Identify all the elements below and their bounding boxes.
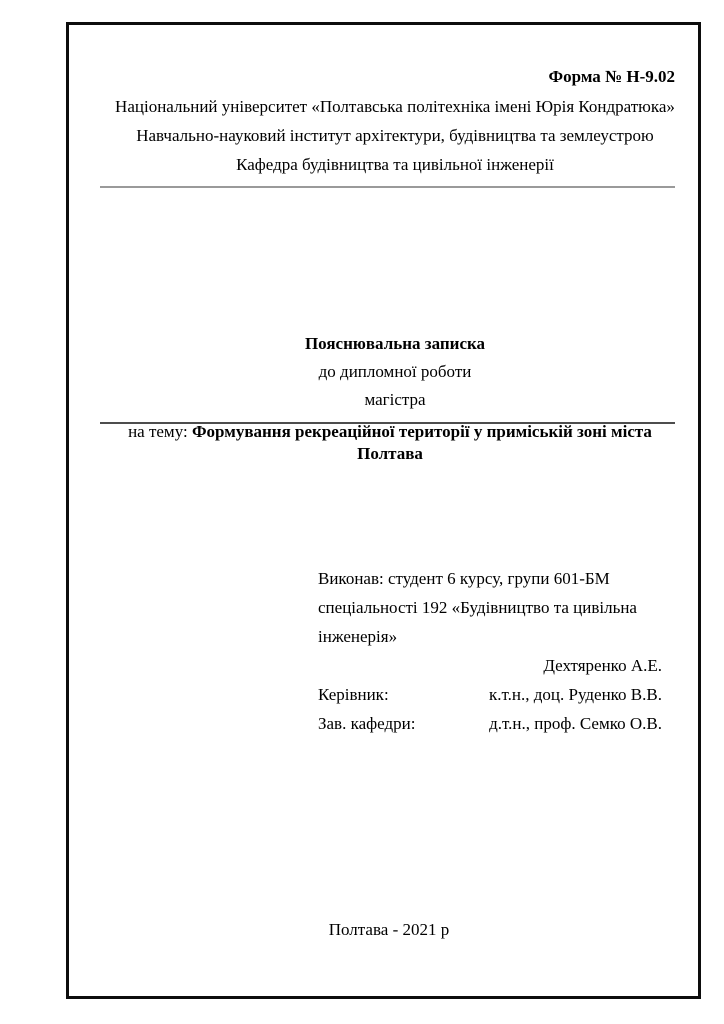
supervisor-name: к.т.н., доц. Руденко В.В. [488, 685, 662, 704]
document-subtitle-work: до дипломної роботи [318, 362, 472, 381]
document-subtitle-degree: магістра [364, 390, 426, 409]
thesis-theme-title-line1: Формування рекреаційної території у приміській зоні міста [191, 422, 652, 441]
thesis-theme-title-line2: Полтава [357, 444, 423, 463]
executor-line3: інженерія» [318, 627, 398, 646]
header-divider-line [100, 186, 675, 188]
document-title-block [100, 330, 690, 414]
supervisor-row [318, 680, 662, 709]
executor-line2: спеціальності 192 «Будівництво та цивільна [318, 598, 637, 617]
head-of-department-row [318, 709, 662, 738]
thesis-theme [95, 421, 685, 465]
supervisor-label: Керівник: [318, 685, 389, 704]
executor-name: Дехтяренко А.Е. [543, 656, 662, 675]
institute-name: Навчально-науковий інститут архітектури, будівництва та землеустрою [136, 126, 654, 145]
form-code-label: Форма № Н-9.02 [548, 67, 675, 86]
author-block [318, 564, 662, 738]
executor-line1: Виконав: студент 6 курсу, групи 601-БМ [318, 569, 610, 588]
institution-header [100, 92, 690, 179]
university-name: Національний університет «Полтавська політехніка імені Юрія Кондратюка» [115, 97, 675, 116]
head-of-department-label: Зав. кафедри: [318, 714, 416, 733]
document-title: Пояснювальна записка [304, 334, 486, 353]
city-year-label: Полтава - 2021 р [328, 920, 450, 939]
head-of-department-name: д.т.н., проф. Семко О.В. [489, 714, 662, 733]
department-name: Кафедра будівництва та цивільної інженерії [236, 155, 554, 174]
thesis-theme-prefix: на тему: [128, 422, 192, 441]
